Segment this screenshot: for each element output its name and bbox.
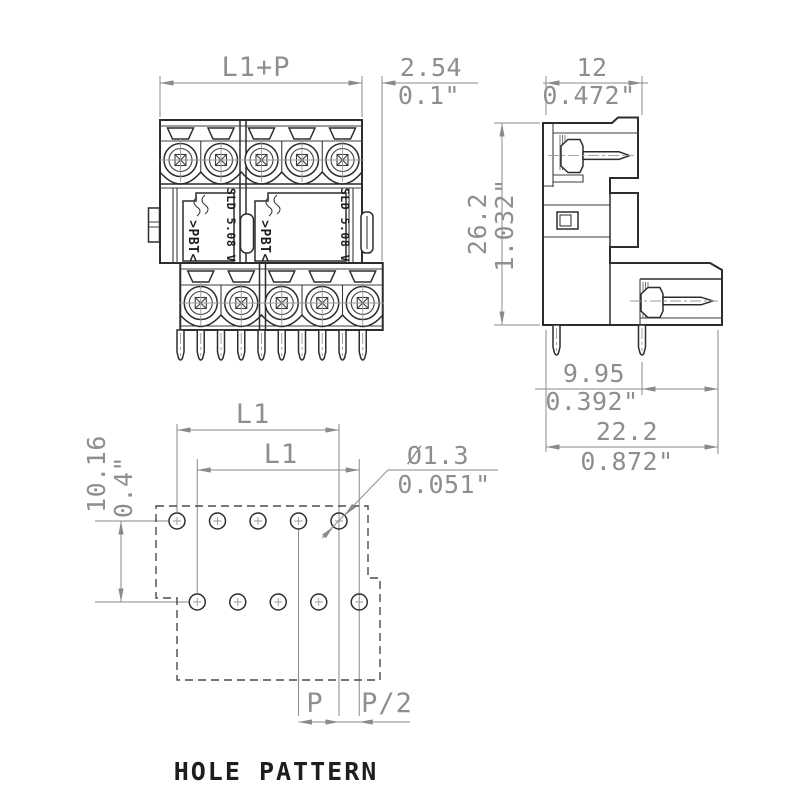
hole-diameter-callout [322, 441, 498, 538]
pcb-holes-bottom-row [189, 594, 367, 610]
marking-material-left: >PBT< [185, 220, 200, 262]
dim-row-offset-inch: 0.1" [397, 81, 461, 110]
dim-span-bottom-label: L1 [263, 439, 299, 470]
side-screw-lower [630, 282, 718, 318]
side-screw-upper [548, 135, 634, 173]
latch-clip-left [149, 208, 160, 242]
hole-pattern-dimensions [82, 399, 413, 725]
dim-pin-offset-inch: 0.392" [545, 387, 639, 416]
latch-tab-center [241, 214, 254, 253]
component-outline-dashed [156, 506, 380, 680]
dim-pitch-label: P [306, 688, 324, 719]
hole-pattern-view [82, 399, 498, 786]
dim-width-inch: 0.472" [542, 81, 636, 110]
dim-depth-inch: 0.872" [580, 447, 674, 476]
marking-series-left: SLD 5.08 V [224, 187, 238, 263]
dim-row-spacing-inch: 0.4" [109, 455, 138, 519]
pcb-holes-top-row [169, 513, 347, 529]
side-view [463, 53, 722, 476]
latch-tab-right [361, 212, 373, 253]
dim-l1p-label: L1+P [221, 52, 291, 83]
marking-series-right: SLD 5.08 V [338, 187, 352, 263]
dim-span-top-label: L1 [235, 399, 271, 430]
front-view [149, 52, 479, 360]
dim-half-pitch-label: P/2 [361, 688, 413, 719]
dim-pin-offset-mm: 9.95 [562, 359, 626, 388]
dim-height-inch: 1.032" [490, 178, 519, 272]
marking-material-right: >PBT< [257, 220, 272, 262]
drawing-caption: HOLE PATTERN [173, 757, 379, 786]
solder-pins-front [177, 330, 366, 360]
dim-row-spacing-mm: 10.16 [82, 435, 111, 513]
side-view-dimensions [463, 53, 718, 476]
dim-width-mm: 12 [576, 53, 608, 82]
solder-pins-side [553, 325, 646, 355]
dim-hole-diameter-mm: Ø1.3 [406, 441, 470, 470]
dim-height-mm: 26.2 [463, 192, 492, 256]
dim-hole-diameter-inch: 0.051" [397, 470, 491, 499]
dim-depth-mm: 22.2 [595, 417, 659, 446]
dim-row-offset-mm: 2.54 [399, 53, 463, 82]
